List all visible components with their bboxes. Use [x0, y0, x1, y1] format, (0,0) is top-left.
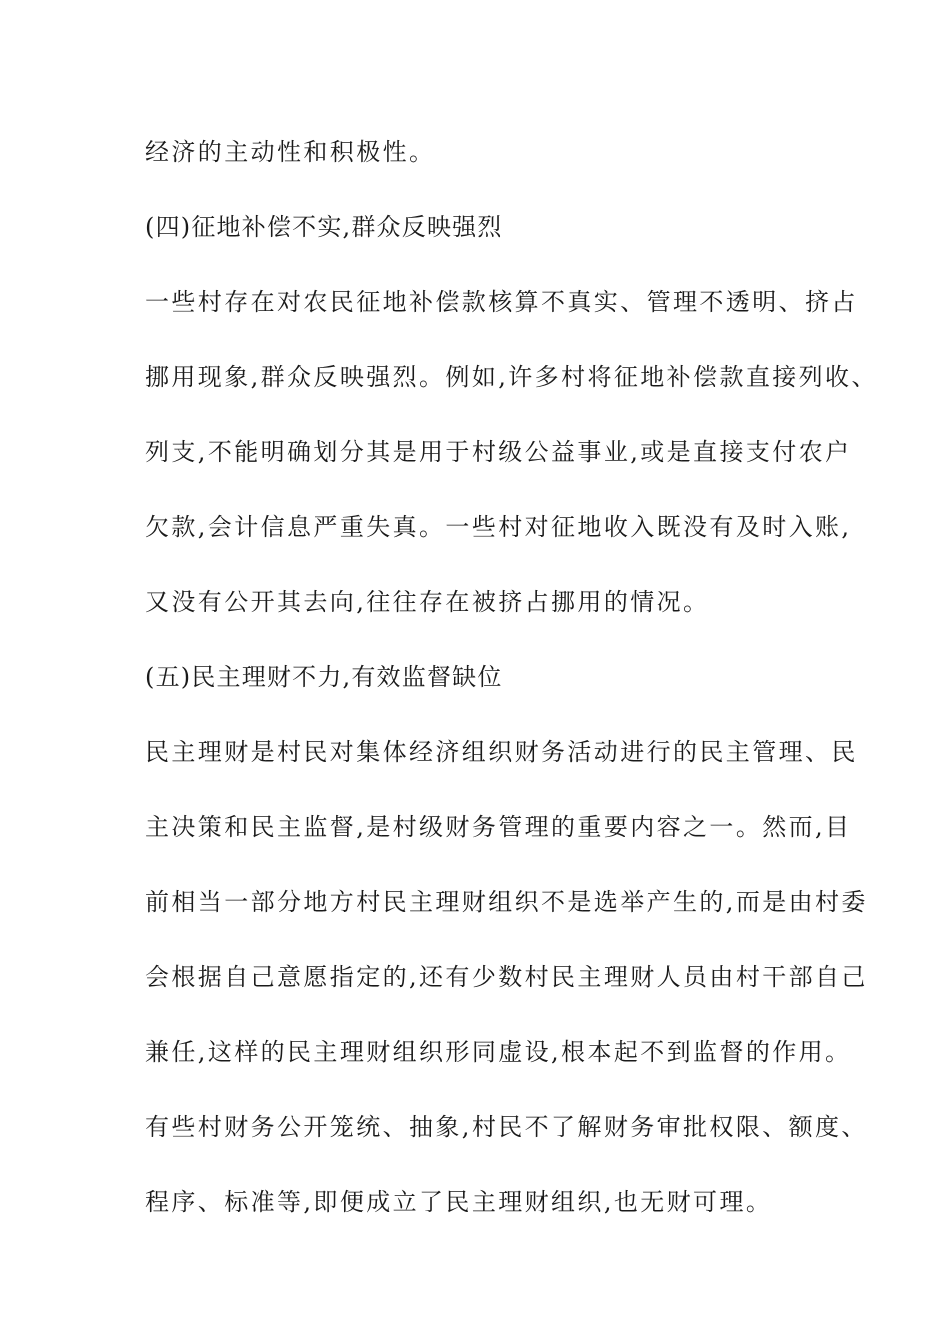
paragraph-line: 挪用现象,群众反映强烈。例如,许多村将征地补偿款直接列收、: [145, 363, 878, 391]
paragraph-line: 程序、标准等,即便成立了民主理财组织,也无财可理。: [145, 1188, 773, 1216]
section-heading: (五)民主理财不力,有效监督缺位: [145, 663, 503, 691]
paragraph-line: 民主理财是村民对集体经济组织财务活动进行的民主管理、民: [145, 738, 858, 766]
paragraph-line: 主决策和民主监督,是村级财务管理的重要内容之一。然而,目: [145, 813, 852, 841]
section-heading: (四)征地补偿不实,群众反映强烈: [145, 213, 503, 241]
paragraph-line: 前相当一部分地方村民主理财组织不是选举产生的,而是由村委: [145, 888, 868, 916]
paragraph-line: 列支,不能明确划分其是用于村级公益事业,或是直接支付农户: [145, 438, 852, 466]
paragraph-line: 欠款,会计信息严重失真。一些村对征地收入既没有及时入账,: [145, 513, 852, 541]
paragraph-line: 一些村存在对农民征地补偿款核算不真实、管理不透明、挤占: [145, 288, 858, 316]
paragraph-line: 兼任,这样的民主理财组织形同虚设,根本起不到监督的作用。: [145, 1038, 852, 1066]
paragraph-line: 会根据自己意愿指定的,还有少数村民主理财人员由村干部自己: [145, 963, 868, 991]
paragraph-line: 有些村财务公开笼统、抽象,村民不了解财务审批权限、额度、: [145, 1113, 868, 1141]
paragraph-line: 经济的主动性和积极性。: [145, 138, 436, 166]
paragraph-line: 又没有公开其去向,往往存在被挤占挪用的情况。: [145, 588, 710, 616]
